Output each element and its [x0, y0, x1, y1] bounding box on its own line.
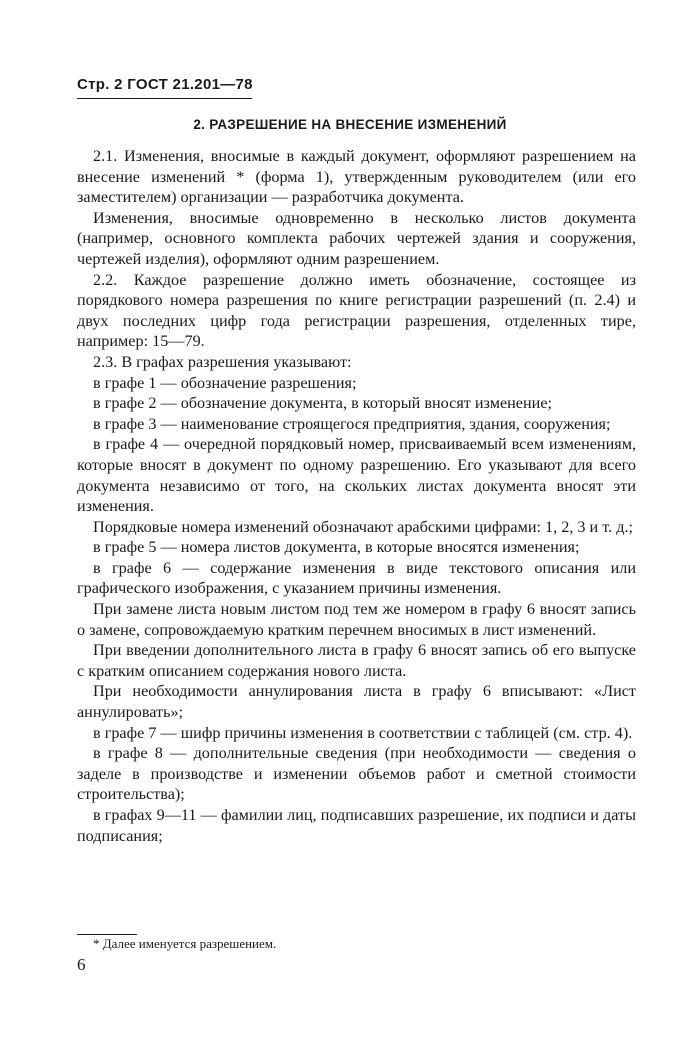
paragraph: в графе 2 — обозначение документа, в который вносят изменение; [93, 394, 553, 413]
paragraph: При замене листа новым листом под тем же номером в графу 6 вносят запись о замене, сопровождаемую кратким перечнем вносимых в лист изменений. [77, 600, 636, 639]
footnote: * Далее именуется разрешением. [93, 936, 277, 951]
paragraph: в графе 6 — содержание изменения в виде текстового описания или графического изображения, с указанием причины изменения. [77, 558, 636, 598]
paragraph: Изменения, вносимые одновременно в несколько листов документа (например, основного комплекта рабочих чертежей здания и сооружения, чертежей изделия), оформляют одним разрешением. [77, 208, 636, 268]
paragraph: 2.2. Каждое разрешение должно иметь обозначение, состоящее из порядкового номера разрешения по книге регистрации разрешений (п. 2.4) и двух последних цифр года регистрации разрешения, отделенных тире, например: 15—79. [77, 270, 636, 351]
paragraph: в графе 8 — дополнительные сведения (при необходимости — сведения о заделе в производстве и изменении объемов работ и сметной стоимости строительства); [77, 744, 636, 804]
footnote-rule [77, 934, 137, 935]
section-title: 2. РАЗРЕШЕНИЕ НА ВНЕСЕНИЕ ИЗМЕНЕНИЙ [193, 117, 507, 132]
paragraph: При необходимости аннулирования листа в графу 6 вписывают: «Лист аннулировать»; [77, 682, 636, 722]
paragraph: в графе 1 — обозначение разрешения; [93, 373, 357, 392]
paragraph: в графе 3 — наименование строящегося предприятия, здания, сооружения; [93, 414, 611, 433]
paragraph: в графе 5 — номера листов документа, в которые вносятся изменения; [93, 538, 580, 557]
paragraph: 2.3. В графах разрешения указывают: [93, 352, 352, 371]
paragraph: в графах 9—11 — фамилии лиц, подписавших разрешение, их подписи и даты подписания; [77, 806, 636, 845]
page-number: 6 [77, 955, 86, 974]
paragraph: При введении дополнительного листа в графу 6 вносят запись об его выпуске с кратким описанием содержания нового листа. [77, 641, 636, 680]
header-rule [77, 98, 252, 99]
paragraph: Порядковые номера изменений обозначают арабскими цифрами: 1, 2, 3 и т. д.; [93, 517, 633, 536]
body-text [77, 146, 636, 846]
paragraph: в графе 4 — очередной порядковый номер, присваиваемый всем изменениям, которые вносят в документ по одному разрешению. Его указывают для всего документа независимо от того, на скольких листах документа вносят эти изменения. [77, 435, 636, 516]
page-header: Стр. 2 ГОСТ 21.201—78 [77, 76, 253, 93]
paragraph: в графе 7 — шифр причины изменения в соответствии с таблицей (см. стр. 4). [93, 723, 633, 742]
paragraph: 2.1. Изменения, вносимые в каждый документ, оформляют разрешением на внесение изменений * (форма 1), утвержденным руководителем (или его заместителем) организации — разработчика документа. [77, 147, 636, 207]
